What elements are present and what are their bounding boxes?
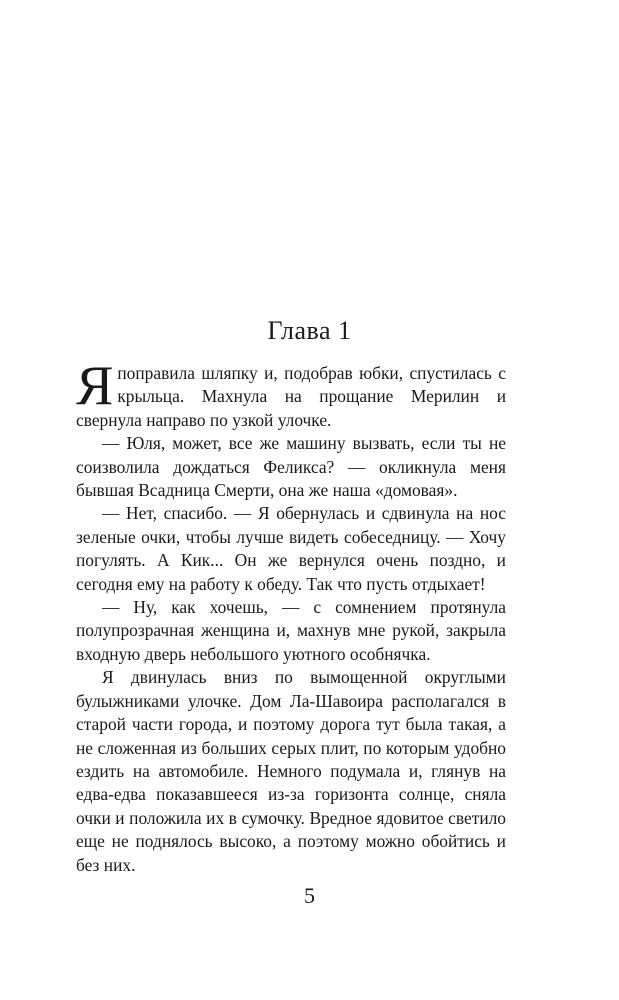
chapter-title: Глава 1 xyxy=(267,316,352,345)
paragraph-3: — Нет, спасибо. — Я обернулась и сдвинула на нос зеленые очки, чтобы лучше видеть собеседницу. — Хочу погулять. А Кик... Он же вернулся очень поздно, и сегодня ему на работу к обеду. Так что пусть отдыхает! xyxy=(76,503,506,594)
paragraph-4: — Ну, как хочешь, — с сомнением протянула полупрозрачная женщина и, махнув мне рукой, закрыла входную дверь небольшого уютного особнячка. xyxy=(76,597,506,664)
chapter-text xyxy=(76,355,506,877)
page-number: 5 xyxy=(304,883,315,908)
paragraph-2: — Юля, может, все же машину вызвать, если ты не соизволила дождаться Феликса? — окликнула меня бывшая Всадница Смерти, она же наша «домовая». xyxy=(76,433,506,501)
paragraph-1 xyxy=(76,355,506,432)
drop-cap: Я xyxy=(76,355,114,417)
paragraph-5: Я двинулась вниз по вымощенной округлыми булыжниками улочке. Дом Ла-Шавоира располагался в старой части города, и поэтому дорога тут была такая, а не сложенная из больших серых плит, по которым удобно ездить на автомобиле. Немного подумала и, глянув на едва-едва показавшееся из-за горизонта солнце, сняла очки и положила их в сумочку. Вредное ядовитое светило еще не поднялось высоко, а поэтому можно обойтись и без них. xyxy=(76,667,506,875)
paragraph-1-text: поправила шляпку и, подобрав юбки, спустилась с крыльца. Махнула на прощание Мерилин и свернула направо по узкой улочке. xyxy=(76,363,506,430)
